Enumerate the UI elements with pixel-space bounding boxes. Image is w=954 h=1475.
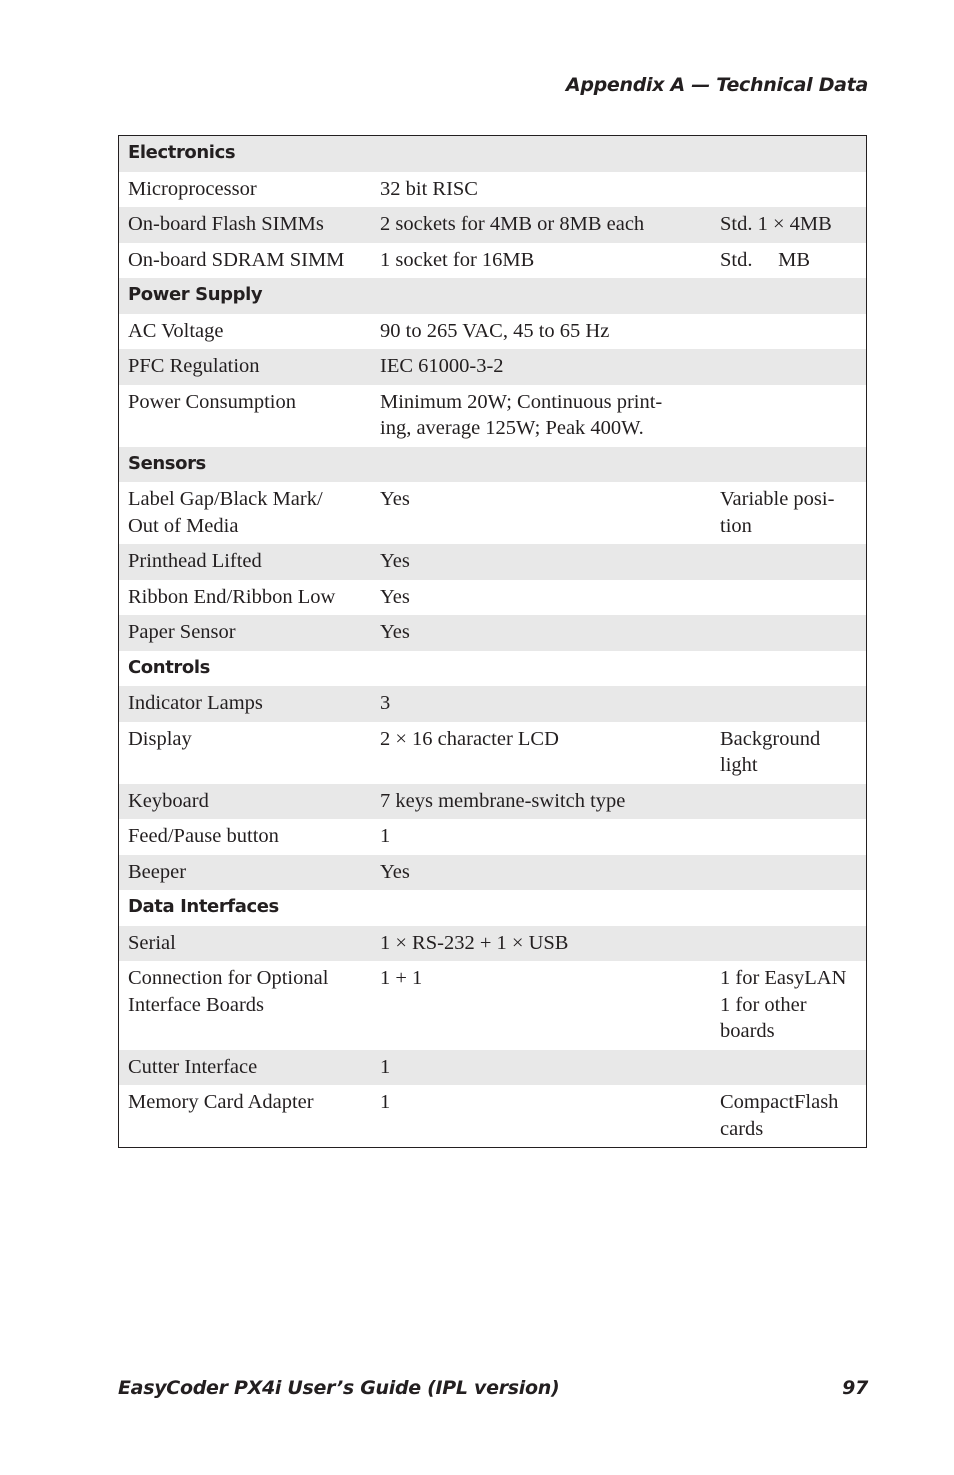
spec-value: 2 × 16 character LCD — [380, 727, 559, 750]
spec-value: 1 socket for 16MB — [380, 248, 535, 271]
spec-value: 90 to 265 VAC, 45 to 65 Hz — [380, 319, 610, 342]
spec-note — [711, 686, 866, 722]
footer-title: EasyCoder PX4i User’s Guide (IPL version) — [118, 1377, 560, 1399]
spec-name: Display — [128, 727, 192, 750]
spec-name: On-board Flash SIMMs — [128, 213, 324, 235]
spec-name: Paper Sensor — [128, 621, 236, 643]
spec-value: Yes — [380, 488, 410, 510]
running-footer — [118, 1377, 868, 1399]
table-row — [119, 819, 866, 855]
spec-name: Beeper — [128, 860, 187, 883]
spec-note — [711, 819, 866, 855]
spec-name: Keyboard — [128, 789, 209, 812]
spec-name: Microprocessor — [128, 177, 257, 200]
spec-note — [711, 385, 866, 447]
spec-value: 2 sockets for 4MB or 8MB each — [380, 213, 645, 235]
spec-note — [711, 784, 866, 820]
spec-note — [711, 349, 866, 385]
section-title: Controls — [128, 656, 210, 678]
table-row — [119, 722, 866, 784]
spec-note: Std. MB — [720, 248, 810, 271]
spec-value: 1 — [380, 1091, 391, 1113]
table-row — [119, 314, 866, 350]
spec-name: Memory Card Adapter — [128, 1091, 314, 1113]
table-row — [119, 926, 866, 962]
table-row — [119, 1085, 866, 1147]
spec-name: PFC Regulation — [128, 355, 260, 377]
table-row — [119, 482, 866, 544]
spec-note — [711, 172, 866, 208]
table-row — [119, 544, 866, 580]
spec-value: 3 — [380, 692, 391, 714]
spec-name: Cutter Interface — [128, 1055, 258, 1078]
spec-note — [711, 926, 866, 962]
table-row — [119, 961, 866, 1050]
section-title: Sensors — [128, 452, 206, 474]
spec-note — [711, 544, 866, 580]
spec-value: 1 — [380, 825, 391, 847]
spec-value: 7 keys membrane-switch type — [380, 789, 626, 812]
spec-name: Power Consumption — [128, 390, 296, 413]
spec-note: Variable posi- tion — [720, 488, 835, 537]
section-row — [119, 278, 866, 314]
spec-name: Connection for Optional Interface Boards — [128, 967, 329, 1016]
table-row — [119, 172, 866, 208]
spec-value: 1 + 1 — [380, 967, 423, 989]
spec-note: Background light — [720, 727, 821, 776]
spec-value: Yes — [380, 860, 410, 883]
spec-name: On-board SDRAM SIMM — [128, 248, 345, 271]
spec-note — [711, 615, 866, 651]
spec-note: CompactFlash cards — [720, 1091, 839, 1140]
section-title: Power Supply — [128, 284, 263, 305]
spec-name: Serial — [128, 931, 176, 954]
spec-value: Yes — [380, 550, 410, 572]
spec-value: Yes — [380, 621, 410, 643]
spec-note — [711, 855, 866, 891]
spec-value: IEC 61000-3-2 — [380, 355, 504, 377]
table-row — [119, 385, 866, 447]
spec-note — [711, 1050, 866, 1086]
spec-note — [711, 580, 866, 616]
section-row — [119, 890, 866, 926]
table-row — [119, 243, 866, 279]
spec-note: Std. 1 × 4MB — [720, 213, 832, 235]
spec-name: AC Voltage — [128, 319, 224, 342]
spec-name: Label Gap/Black Mark/ Out of Media — [128, 488, 323, 537]
running-header: Appendix A — Technical Data — [565, 74, 868, 96]
spec-value: Yes — [380, 585, 410, 608]
table-row — [119, 855, 866, 891]
spec-note: 1 for EasyLAN 1 for other boards — [720, 967, 847, 1042]
spec-value: 1 — [380, 1055, 391, 1078]
spec-name: Feed/Pause button — [128, 825, 279, 847]
spec-name: Ribbon End/Ribbon Low — [128, 585, 336, 608]
section-row — [119, 447, 866, 483]
spec-name: Printhead Lifted — [128, 550, 262, 572]
section-row — [119, 136, 866, 172]
spec-note — [711, 314, 866, 350]
table-row — [119, 686, 866, 722]
section-title: Data Interfaces — [128, 896, 279, 917]
section-title: Electronics — [128, 142, 236, 163]
spec-value: Minimum 20W; Continuous print- ing, average 125W; Peak 400W. — [380, 390, 663, 439]
page-number: 97 — [842, 1377, 868, 1399]
table-row — [119, 580, 866, 616]
spec-value: 32 bit RISC — [380, 177, 478, 200]
technical-data-table — [118, 135, 867, 1148]
spec-value: 1 × RS-232 + 1 × USB — [380, 931, 569, 954]
table-row — [119, 784, 866, 820]
spec-name: Indicator Lamps — [128, 692, 263, 714]
table-row — [119, 207, 866, 243]
table-row — [119, 615, 866, 651]
table-row — [119, 1050, 866, 1086]
section-row — [119, 651, 866, 687]
table-row — [119, 349, 866, 385]
